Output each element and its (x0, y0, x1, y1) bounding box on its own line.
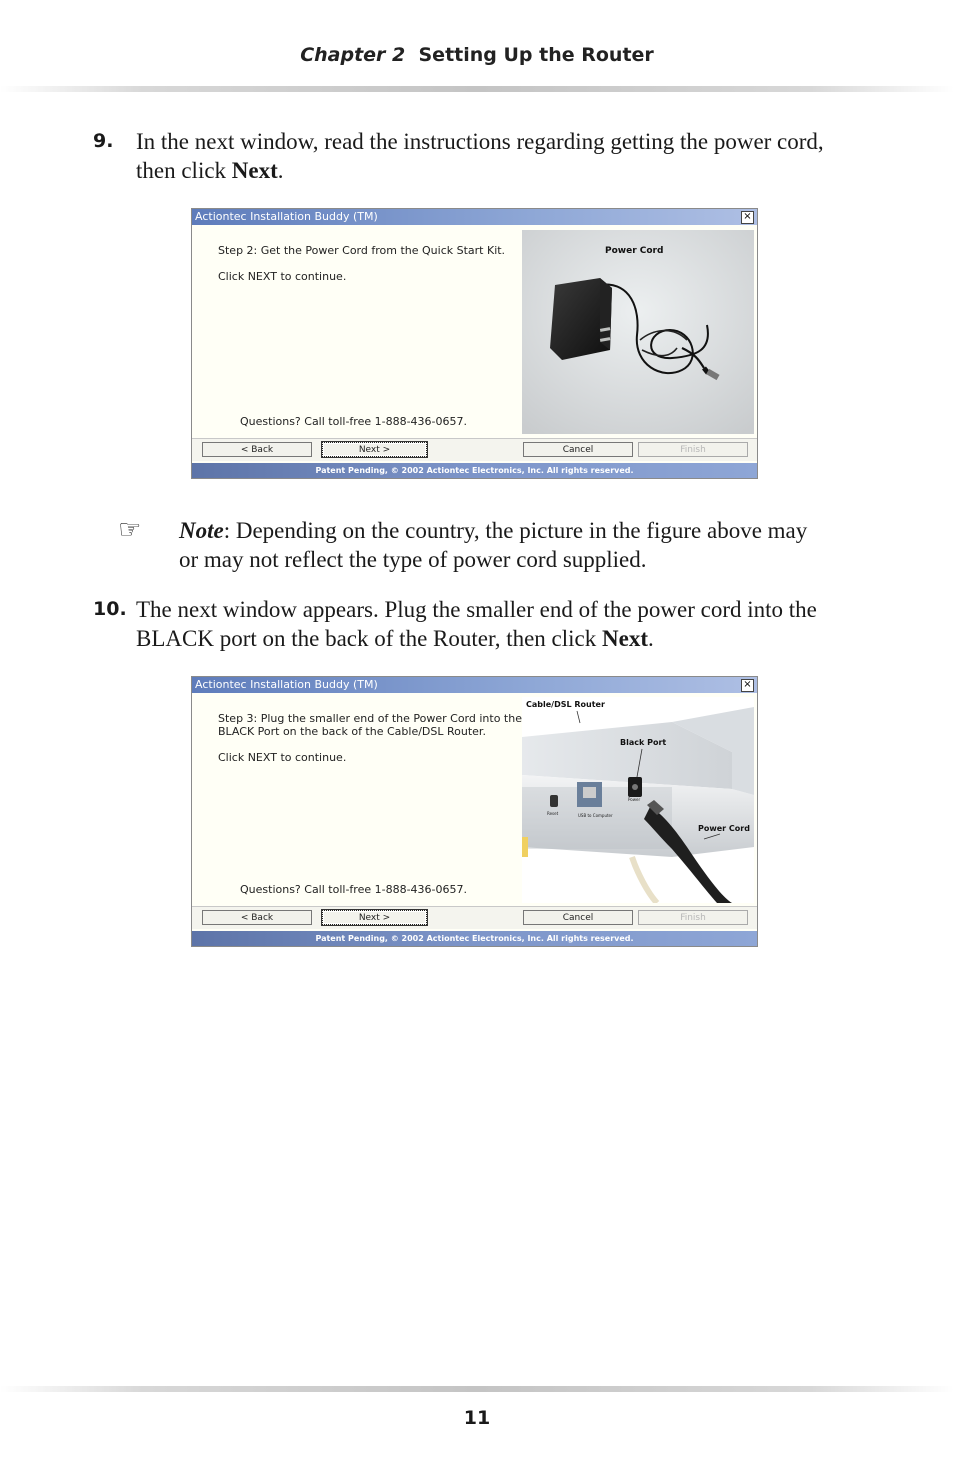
chapter-title: Setting Up the Router (418, 44, 654, 66)
header-rule (0, 86, 954, 92)
dialog-titlebar (192, 677, 757, 693)
photo-label-black-port: Black Port (620, 738, 667, 747)
installation-dialog-step-3 (191, 676, 758, 947)
dialog-title: Actiontec Installation Buddy (TM) (195, 210, 378, 223)
step-10 (93, 595, 853, 653)
step-number: 9. (93, 130, 114, 152)
step-text: In the next window, read the instructions regarding getting the power cord, then click Next. (136, 129, 824, 183)
support-phone-text: Questions? Call toll-free 1-888-436-0657. (240, 415, 467, 428)
next-button[interactable]: Next > (322, 910, 427, 925)
pointing-hand-icon: ☞ (118, 515, 142, 545)
instruction-text: Step 2: Get the Power Cord from the Quick Start Kit. (218, 244, 506, 257)
cancel-button[interactable]: Cancel (523, 442, 633, 457)
close-icon[interactable]: × (741, 211, 754, 224)
dialog-title: Actiontec Installation Buddy (TM) (195, 678, 378, 691)
photo-label-power: Power (628, 797, 641, 802)
continue-text: Click NEXT to continue. (218, 270, 347, 283)
note-block (118, 516, 818, 574)
router-power-port-photo (522, 697, 754, 903)
finish-button: Finish (638, 442, 748, 457)
note-text: Note: Depending on the country, the picture in the figure above may or may not reflect the type of power cord supplied. (179, 518, 808, 572)
footer-rule (0, 1386, 954, 1392)
step-text: The next window appears. Plug the smaller end of the power cord into the BLACK port on the back of the Router, then click Next. (136, 597, 817, 651)
instruction-text: Step 3: Plug the smaller end of the Power Cord into the (218, 712, 522, 725)
back-button[interactable]: < Back (202, 442, 312, 457)
step-number: 10. (93, 598, 127, 620)
continue-text: Click NEXT to continue. (218, 751, 347, 764)
instruction-text-2: BLACK Port on the back of the Cable/DSL Router. (218, 725, 486, 738)
page-number: 11 (463, 1407, 491, 1429)
dialog-status-bar: Patent Pending, © 2002 Actiontec Electronics, Inc. All rights reserved. (192, 463, 757, 478)
support-phone-text: Questions? Call toll-free 1-888-436-0657. (240, 883, 467, 896)
installation-dialog-step-2 (191, 208, 758, 479)
photo-label-power-cord: Power Cord (605, 246, 664, 256)
dialog-button-bar (192, 906, 757, 929)
photo-label-power-cord: Power Cord (698, 824, 750, 833)
power-cord-photo (522, 230, 754, 434)
dialog-titlebar (192, 209, 757, 225)
finish-button: Finish (638, 910, 748, 925)
dialog-status-bar: Patent Pending, © 2002 Actiontec Electronics, Inc. All rights reserved. (192, 931, 757, 946)
back-button[interactable]: < Back (202, 910, 312, 925)
page-header (0, 44, 954, 66)
photo-label-usb: USB to Computer (578, 813, 613, 818)
dialog-button-bar (192, 438, 757, 461)
cancel-button[interactable]: Cancel (523, 910, 633, 925)
close-icon[interactable]: × (741, 679, 754, 692)
chapter-label: Chapter 2 (300, 44, 406, 66)
photo-label-reset: Reset (547, 811, 559, 816)
step-9 (93, 127, 853, 185)
photo-label-router: Cable/DSL Router (526, 700, 605, 709)
next-button[interactable]: Next > (322, 442, 427, 457)
